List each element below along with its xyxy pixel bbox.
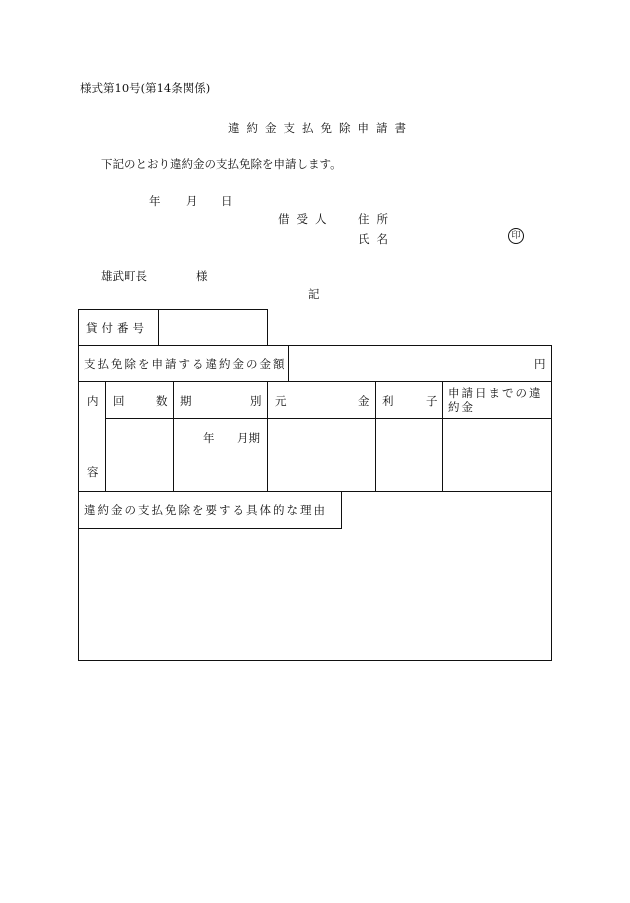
header-period-b: 別 bbox=[250, 394, 262, 408]
period-year: 年 bbox=[203, 431, 215, 445]
date-year: 年 bbox=[149, 194, 161, 208]
amount-label: 支払免除を申請する違約金の金額 bbox=[84, 357, 287, 371]
detail-label-top: 内 bbox=[87, 394, 99, 408]
table-line bbox=[105, 381, 106, 492]
table-line bbox=[105, 418, 552, 419]
ki-label: 記 bbox=[308, 287, 320, 301]
period-month: 月期 bbox=[237, 431, 260, 445]
table-line bbox=[78, 345, 552, 346]
addressee-honorific: 様 bbox=[196, 269, 208, 283]
table-line bbox=[267, 381, 268, 492]
seal-mark: 印 bbox=[508, 228, 524, 244]
table-line bbox=[78, 381, 552, 382]
document-title: 違約金支払免除申請書 bbox=[228, 121, 413, 135]
table-line bbox=[442, 381, 443, 492]
name-label: 氏名 bbox=[358, 232, 395, 246]
header-principal-b: 金 bbox=[358, 394, 370, 408]
addressee-name: 雄武町長 bbox=[101, 269, 147, 283]
header-interest-b: 子 bbox=[426, 394, 438, 408]
applicant-role: 借受人 bbox=[278, 212, 334, 226]
form-number: 様式第10号(第14条関係) bbox=[80, 81, 211, 95]
header-period-a: 期 bbox=[180, 394, 192, 408]
table-line bbox=[551, 345, 552, 661]
table-line bbox=[267, 309, 268, 345]
table-line bbox=[173, 381, 174, 492]
header-interest-a: 利 bbox=[382, 394, 394, 408]
table-line bbox=[78, 660, 552, 661]
reason-label: 違約金の支払免除を要する具体的な理由 bbox=[84, 503, 327, 517]
table-line bbox=[78, 491, 552, 492]
address-label: 住所 bbox=[358, 212, 395, 226]
date-day: 日 bbox=[221, 194, 233, 208]
table-line bbox=[375, 381, 376, 492]
header-count-a: 回 bbox=[113, 394, 125, 408]
table-line bbox=[341, 491, 342, 528]
table-line bbox=[78, 309, 268, 310]
intro-text: 下記のとおり違約金の支払免除を申請します。 bbox=[101, 157, 342, 171]
table-line bbox=[288, 345, 289, 381]
amount-unit: 円 bbox=[534, 357, 546, 371]
table-line bbox=[78, 309, 79, 661]
table-line bbox=[78, 528, 342, 529]
detail-label-bottom: 容 bbox=[87, 465, 99, 479]
date-month: 月 bbox=[186, 194, 198, 208]
table-line bbox=[158, 309, 159, 345]
loan-number-label: 貸付番号 bbox=[86, 321, 148, 335]
header-principal-a: 元 bbox=[275, 394, 287, 408]
header-count-b: 数 bbox=[156, 394, 168, 408]
header-penalty: 申請日までの違約金 bbox=[448, 386, 543, 414]
